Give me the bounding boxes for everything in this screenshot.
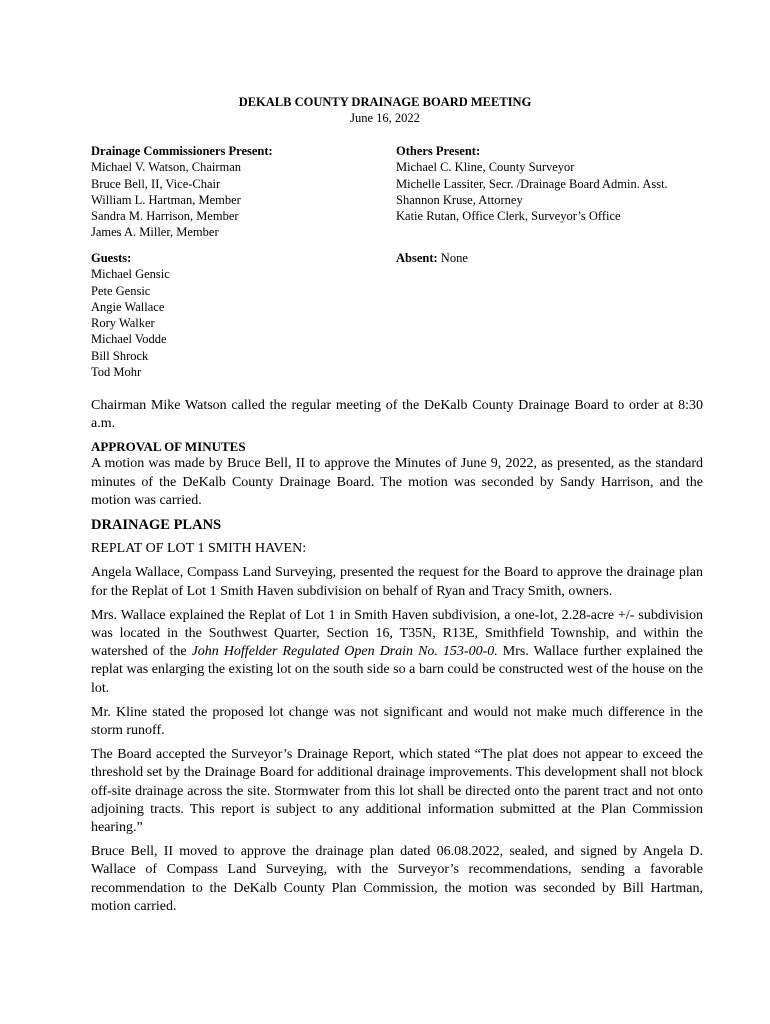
- commissioner-name: James A. Miller, Member: [91, 225, 219, 240]
- wallace-request-paragraph: Angela Wallace, Compass Land Surveying, presented the request for the Board to approve the drainage plan for the Replat of Lot 1 Smith Haven subdivision on behalf of Ryan and Tracy Smith, owners.: [91, 565, 703, 599]
- surveyor-report-paragraph: The Board accepted the Surveyor’s Drainage Report, which stated “The plat does not appear to exceed the threshold set by the Drainage Board for additional drainage improvements. This development shall not block off-site drainage across the site. Stormwater from this lot shall be directed onto the parent tract and not onto adjoining tracts. This report is subject to any additional information submitted at the Plan Commission hearing.”: [91, 747, 703, 836]
- commissioner-name: Michael V. Watson, Chairman: [91, 160, 242, 175]
- guest-name: Rory Walker: [91, 316, 155, 331]
- commissioners-heading: Drainage Commissioners Present:: [91, 144, 273, 158]
- absent-line: [396, 250, 468, 266]
- approval-heading: APPROVAL OF MINUTES: [91, 439, 246, 455]
- commissioner-name: Sandra M. Harrison, Member: [91, 209, 239, 224]
- approval-paragraph: A motion was made by Bruce Bell, II to approve the Minutes of June 9, 2022, as presented, as the standard minutes of the DeKalb County Drainage Board. The motion was seconded by Sandy Harrison, and the motion was carried.: [91, 456, 703, 508]
- others-present-list: [396, 143, 668, 224]
- commissioner-name: William L. Hartman, Member: [91, 192, 241, 207]
- guest-name: Michael Vodde: [91, 332, 167, 347]
- guest-name: Angie Wallace: [91, 299, 165, 314]
- replat-explanation-text-b: Mrs. Wallace further explained the replat was enlarging the existing lot on the south side so a barn could be constructed west of the house on the lot.: [91, 644, 703, 696]
- guests-list: [91, 250, 170, 380]
- kline-statement-paragraph: Mr. Kline stated the proposed lot change was not significant and would not make much difference in the storm runoff.: [91, 704, 703, 739]
- others-heading: Others Present:: [396, 144, 481, 158]
- drainage-plans-heading: DRAINAGE PLANS: [91, 517, 222, 534]
- meeting-date: June 16, 2022: [350, 111, 420, 125]
- other-name: Shannon Kruse, Attorney: [396, 192, 523, 207]
- drain-name: John Hoffelder Regulated Open Drain No. 153-00-0.: [191, 644, 498, 660]
- meeting-title: DEKALB COUNTY DRAINAGE BOARD MEETING: [238, 95, 532, 109]
- meeting-header: [0, 94, 770, 126]
- replat-explanation-text-a: Mrs. Wallace explained the Replat of Lot 1 in Smith Haven subdivision, a one-lot, 2.28-acre +/- subdivision was located in the Southwest Quarter, Section 16, T35N, R13E, Smithfield Township, and within the watershed of the: [91, 607, 703, 660]
- guest-name: Bill Shrock: [91, 348, 149, 363]
- absent-label: Absent:: [396, 251, 438, 265]
- replat-explanation-paragraph: [91, 607, 703, 698]
- guest-name: Michael Gensic: [91, 267, 170, 282]
- other-name: Michelle Lassiter, Secr. /Drainage Board Admin. Asst.: [396, 176, 668, 191]
- motion-paragraph: Bruce Bell, II moved to approve the drainage plan dated 06.08.2022, sealed, and signed by Angela D. Wallace of Compass Land Surveying, with the Surveyor’s recommendations, sending a favorable recommendation to the DeKalb County Plan Commission, the motion was seconded by Bill Hartman, motion carried.: [91, 844, 703, 914]
- guests-heading: Guests:: [91, 251, 132, 265]
- commissioner-name: Bruce Bell, II, Vice-Chair: [91, 176, 221, 191]
- other-name: Katie Rutan, Office Clerk, Surveyor’s Office: [396, 209, 621, 224]
- commissioners-present-list: [91, 143, 273, 241]
- other-name: Michael C. Kline, County Surveyor: [396, 160, 575, 175]
- guest-name: Tod Mohr: [91, 365, 142, 380]
- minutes-body: [91, 397, 703, 916]
- guest-name: Pete Gensic: [91, 283, 151, 298]
- replat-heading: REPLAT OF LOT 1 SMITH HAVEN:: [91, 541, 307, 557]
- call-to-order-paragraph: Chairman Mike Watson called the regular meeting of the DeKalb County Drainage Board to order at 8:30 a.m.: [91, 398, 703, 432]
- absent-value: None: [440, 251, 468, 265]
